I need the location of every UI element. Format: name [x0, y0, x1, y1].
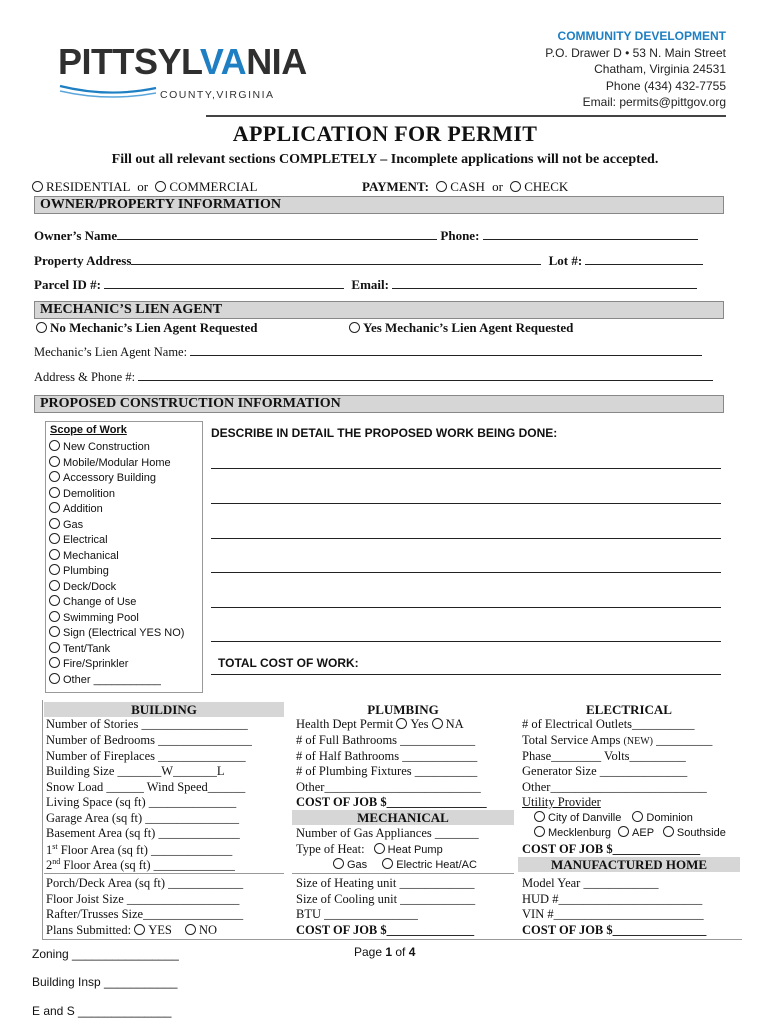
health-yes-radio[interactable]: [396, 718, 407, 729]
scope-option[interactable]: Addition: [49, 502, 103, 515]
southside-radio[interactable]: [663, 826, 674, 837]
scope-option[interactable]: Electrical: [49, 533, 108, 546]
dept-address: [545, 28, 726, 111]
description-line[interactable]: [211, 607, 721, 608]
application-type: RESIDENTIAL or COMMERCIAL: [32, 179, 257, 195]
cash-radio[interactable]: [436, 181, 447, 192]
description-line[interactable]: [211, 572, 721, 573]
address-line-2: Chatham, Virginia 24531: [594, 62, 726, 76]
heat-pump-radio[interactable]: [374, 843, 385, 854]
dept-name: COMMUNITY DEVELOPMENT: [557, 29, 726, 43]
mechanical-cost-field[interactable]: COST OF JOB $______________: [296, 923, 475, 937]
model-year-field[interactable]: Model Year ____________: [522, 876, 659, 890]
commercial-radio[interactable]: [155, 181, 166, 192]
yes-lien-radio[interactable]: [349, 322, 360, 333]
lien-agent-name-field[interactable]: Mechanic’s Lien Agent Name:: [34, 345, 702, 360]
scope-option[interactable]: Demolition: [49, 487, 115, 500]
mecklenburg-radio[interactable]: [534, 826, 545, 837]
property-address-field[interactable]: Property Address Lot #:: [34, 253, 703, 269]
rafter-size-field[interactable]: Rafter/Trusses Size________________: [46, 907, 244, 921]
building-insp-field[interactable]: Building Insp ___________: [32, 975, 178, 989]
description-line[interactable]: [211, 641, 721, 642]
manufactured-home-header: MANUFACTURED HOME: [518, 857, 740, 872]
electric-heat-radio[interactable]: [382, 858, 393, 869]
mechanical-header: MECHANICAL: [292, 810, 514, 825]
scope-option[interactable]: Fire/Sprinkler: [49, 657, 128, 670]
plans-yes-radio[interactable]: [134, 924, 145, 935]
utility-provider-label: Utility Provider: [522, 795, 601, 809]
plumbing-cost-field[interactable]: COST OF JOB $________________: [296, 795, 487, 809]
heat-type-field: Type of Heat: Heat Pump: [296, 842, 443, 856]
plumbing-other-field[interactable]: Other_________________________: [296, 780, 481, 794]
service-amps-field[interactable]: Total Service Amps (NEW) _________: [522, 733, 713, 747]
building-divider: [44, 873, 284, 874]
lien-agent-address-field[interactable]: Address & Phone #:: [34, 370, 713, 385]
floor-joist-field[interactable]: Floor Joist Size __________________: [46, 892, 240, 906]
plumbing-header: PLUMBING: [292, 702, 514, 717]
electrical-header: ELECTRICAL: [518, 702, 740, 717]
utility-options-1: City of Danville Dominion: [534, 811, 693, 824]
scope-option[interactable]: Mechanical: [49, 549, 119, 562]
total-cost-line[interactable]: [211, 674, 721, 675]
manufactured-cost-field[interactable]: COST OF JOB $_______________: [522, 923, 707, 937]
hud-field[interactable]: HUD #_______________________: [522, 892, 703, 906]
dominion-radio[interactable]: [632, 811, 643, 822]
electrical-outlets-field[interactable]: # of Electrical Outlets__________: [522, 717, 695, 731]
building-header: BUILDING: [44, 702, 284, 717]
basement-area-field[interactable]: Basement Area (sq ft) _____________: [46, 826, 240, 840]
building-size-field[interactable]: Building Size _______W_______L: [46, 764, 225, 778]
living-space-field[interactable]: Living Space (sq ft) ______________: [46, 795, 237, 809]
garage-area-field[interactable]: Garage Area (sq ft) _______________: [46, 811, 240, 825]
scope-option[interactable]: Tent/Tank: [49, 642, 110, 655]
btu-field[interactable]: BTU _______________: [296, 907, 418, 921]
porch-area-field[interactable]: Porch/Deck Area (sq ft) ____________: [46, 876, 244, 890]
description-line[interactable]: [211, 468, 721, 469]
scope-option[interactable]: Accessory Building: [49, 471, 156, 484]
yes-lien-agent-option[interactable]: Yes Mechanic’s Lien Agent Requested: [349, 320, 573, 336]
plans-submitted-field: Plans Submitted: YES NO: [46, 923, 218, 937]
owners-name-field[interactable]: Owner’s Name Phone:: [34, 228, 698, 244]
first-floor-area-field[interactable]: 1st Floor Area (sq ft) _____________: [46, 842, 233, 858]
health-na-radio[interactable]: [432, 718, 443, 729]
utility-options-2: Mecklenburg AEP Southside: [534, 826, 726, 839]
aep-radio[interactable]: [618, 826, 629, 837]
form-title: APPLICATION FOR PERMIT: [232, 121, 538, 146]
dept-phone: Phone (434) 432-7755: [605, 78, 726, 93]
building-fireplaces-field[interactable]: Number of Fireplaces ______________: [46, 749, 246, 763]
electrical-other-field[interactable]: Other_________________________: [522, 780, 707, 794]
description-line[interactable]: [211, 538, 721, 539]
scope-of-work-box: [45, 421, 203, 693]
building-bedrooms-field[interactable]: Number of Bedrooms _______________: [46, 733, 252, 747]
plans-no-radio[interactable]: [185, 924, 196, 935]
e-and-s-field[interactable]: E and S ______________: [32, 1004, 172, 1018]
gas-heat-radio[interactable]: [333, 858, 344, 869]
lien-section-header: MECHANIC’S LIEN AGENT: [34, 301, 724, 319]
snow-wind-field[interactable]: Snow Load ______ Wind Speed______: [46, 780, 246, 794]
logo-subtitle: COUNTY,VIRGINIA: [160, 89, 275, 101]
gas-appliances-field[interactable]: Number of Gas Appliances _______: [296, 826, 479, 840]
building-stories-field[interactable]: Number of Stories _________________: [46, 717, 248, 731]
scope-option[interactable]: Deck/Dock: [49, 580, 116, 593]
no-lien-radio[interactable]: [36, 322, 47, 333]
mechanical-divider: [292, 873, 514, 874]
heat-type-options: Gas Electric Heat/AC: [333, 858, 477, 871]
total-cost-label: TOTAL COST OF WORK:: [218, 656, 359, 670]
scope-title: Scope of Work: [50, 424, 127, 436]
check-radio[interactable]: [510, 181, 521, 192]
scope-option[interactable]: Change of Use: [49, 595, 136, 608]
phase-volts-field[interactable]: Phase________ Volts_________: [522, 749, 686, 763]
scope-option[interactable]: Gas: [49, 518, 83, 531]
scope-option[interactable]: New Construction: [49, 440, 150, 453]
zoning-field[interactable]: Zoning ________________: [32, 947, 179, 961]
describe-work-label: DESCRIBE IN DETAIL THE PROPOSED WORK BEING DONE:: [211, 426, 558, 440]
payment-method: PAYMENT: CASH or CHECK: [362, 179, 569, 194]
logo-swoosh-icon: [58, 82, 158, 98]
owner-section-header: OWNER/PROPERTY INFORMATION: [34, 196, 724, 214]
full-bathrooms-field[interactable]: # of Full Bathrooms ____________: [296, 733, 476, 747]
heating-unit-field[interactable]: Size of Heating unit ____________: [296, 876, 475, 890]
plumbing-fixtures-field[interactable]: # of Plumbing Fixtures __________: [296, 764, 478, 778]
scope-option[interactable]: Swimming Pool: [49, 611, 139, 624]
cooling-unit-field[interactable]: Size of Cooling unit ____________: [296, 892, 476, 906]
generator-size-field[interactable]: Generator Size ______________: [522, 764, 688, 778]
county-logo: PITTSYLVANIA: [58, 41, 307, 82]
danville-radio[interactable]: [534, 811, 545, 822]
residential-radio[interactable]: [32, 181, 43, 192]
scope-option[interactable]: Mobile/Modular Home: [49, 456, 171, 469]
form-instructions: Fill out all relevant sections COMPLETELY – Incomplete applications will not be accepted.: [111, 152, 659, 167]
scope-option[interactable]: Plumbing: [49, 564, 109, 577]
construction-section-header: PROPOSED CONSTRUCTION INFORMATION: [34, 395, 724, 413]
page-number: Page 1 of 4: [354, 945, 416, 959]
scope-option[interactable]: Other ___________: [49, 673, 161, 686]
vin-field[interactable]: VIN #________________________: [522, 907, 704, 921]
no-lien-agent-option[interactable]: No Mechanic’s Lien Agent Requested: [36, 320, 258, 336]
description-line[interactable]: [211, 503, 721, 504]
scope-option[interactable]: Sign (Electrical YES NO): [49, 626, 184, 639]
address-line-1: P.O. Drawer D • 53 N. Main Street: [545, 45, 726, 60]
dept-email: Email: permits@pittgov.org: [582, 95, 726, 109]
electrical-cost-field[interactable]: COST OF JOB $______________: [522, 842, 701, 856]
half-bathrooms-field[interactable]: # of Half Bathrooms ____________: [296, 749, 478, 763]
second-floor-area-field[interactable]: 2nd Floor Area (sq ft) _____________: [46, 857, 235, 873]
header-divider: [206, 115, 726, 117]
health-permit-field: Health Dept Permit Yes NA: [296, 717, 464, 731]
parcel-id-field[interactable]: Parcel ID #: Email:: [34, 277, 697, 293]
